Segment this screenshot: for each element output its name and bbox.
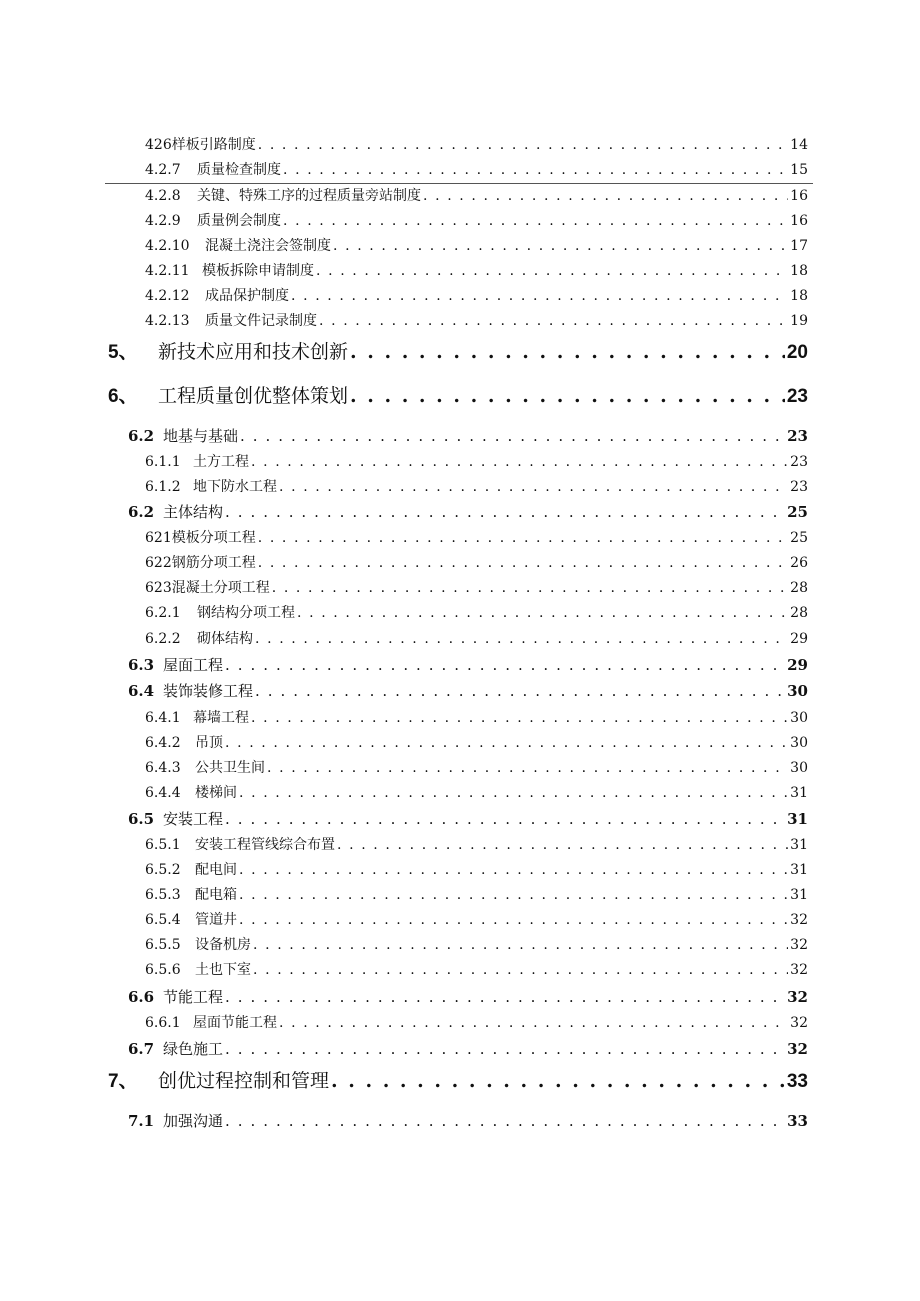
toc-entry[interactable] (145, 707, 808, 727)
toc-leader (297, 605, 788, 621)
toc-title: 新技术应用和技术创新 (158, 341, 349, 363)
toc-title: 成品保护制度 (205, 288, 289, 304)
toc-title: 土也下室 (195, 962, 251, 978)
toc-entry[interactable] (145, 757, 808, 777)
toc-entry[interactable] (145, 210, 808, 230)
toc-entry[interactable] (145, 235, 808, 255)
toc-title: 混凝土浇注会签制度 (205, 238, 331, 254)
toc-leader (423, 188, 788, 204)
toc-page-number: 19 (790, 313, 808, 329)
toc-page-number: 28 (790, 580, 808, 596)
toc-title: 屋面工程 (163, 656, 224, 674)
toc-number: 6.1.1 (145, 454, 181, 470)
toc-leader (239, 785, 788, 801)
toc-title: 管道井 (195, 912, 237, 928)
toc-page-number: 33 (786, 1071, 808, 1092)
toc-number: 6.4.2 (145, 735, 181, 751)
toc-page-number: 16 (790, 188, 808, 204)
toc-page-number: 32 (790, 912, 808, 928)
toc-leader (239, 887, 788, 903)
toc-number: 4.2.12 (145, 288, 190, 304)
toc-number: 6.5 (128, 810, 155, 828)
toc-leader (283, 213, 788, 229)
toc-number: 6.5.4 (145, 912, 181, 928)
toc-leader (225, 656, 785, 674)
toc-leader (319, 313, 788, 329)
toc-leader (225, 1040, 785, 1058)
toc-entry[interactable] (145, 185, 808, 205)
toc-number: 4.2.11 (145, 263, 190, 279)
toc-title: 关键、特殊工序的过程质量旁站制度 (197, 188, 421, 204)
toc-chapter-entry[interactable] (108, 381, 808, 408)
toc-leader (225, 810, 785, 828)
toc-title: 地下防水工程 (193, 479, 277, 495)
toc-page-number: 23 (790, 454, 808, 470)
toc-title: 质量检查制度 (197, 162, 281, 178)
toc-leader (350, 341, 785, 363)
toc-leader (255, 631, 788, 647)
toc-page-number: 23 (786, 386, 808, 407)
toc-title: 钢结构分项工程 (197, 605, 295, 621)
toc-number: 6.5.2 (145, 862, 181, 878)
toc-entry[interactable] (145, 310, 808, 330)
toc-leader (283, 162, 788, 178)
toc-entry[interactable] (145, 451, 808, 471)
toc-number: 6.1.2 (145, 479, 181, 495)
toc-title: 质量例会制度 (197, 213, 281, 229)
toc-title: 加强沟通 (163, 1112, 224, 1130)
toc-number: 6.2 (128, 503, 155, 521)
toc-page-number: 30 (787, 682, 808, 700)
toc-leader (279, 479, 788, 495)
toc-page-number: 31 (790, 785, 808, 801)
toc-entry[interactable] (145, 476, 808, 496)
toc-number: 6.5.1 (145, 837, 181, 853)
toc-leader (239, 862, 788, 878)
toc-entry[interactable] (145, 159, 808, 179)
toc-page-number: 30 (790, 760, 808, 776)
toc-page-number: 23 (790, 479, 808, 495)
toc-entry[interactable] (145, 552, 808, 572)
toc-entry[interactable] (145, 134, 808, 154)
toc-number: 6.4 (128, 682, 155, 700)
toc-entry[interactable] (145, 934, 808, 954)
toc-title: 安装工程 (163, 810, 224, 828)
toc-section-entry[interactable] (128, 425, 808, 446)
toc-page-number: 32 (787, 1040, 808, 1058)
toc-page-number: 23 (787, 427, 808, 445)
toc-entry[interactable] (145, 285, 808, 305)
toc-number: 4.2.9 (145, 213, 181, 229)
toc-leader (291, 288, 788, 304)
toc-page-number: 32 (790, 937, 808, 953)
toc-entry[interactable] (145, 859, 808, 879)
toc-title: 配电箱 (195, 887, 237, 903)
toc-page-number: 31 (790, 837, 808, 853)
toc-leader (279, 1015, 788, 1031)
toc-section-entry[interactable] (128, 654, 808, 675)
toc-title: 绿色施工 (163, 1040, 224, 1058)
toc-leader (225, 1112, 785, 1130)
toc-page-number: 30 (790, 735, 808, 751)
toc-page-number: 17 (790, 238, 808, 254)
toc-number: 6.2.2 (145, 631, 181, 647)
toc-number: 6、 (108, 386, 138, 407)
toc-number: 6.5.5 (145, 937, 181, 953)
toc-number: 6.2 (128, 427, 155, 445)
toc-leader (258, 137, 788, 153)
toc-number: 4.2.8 (145, 188, 181, 204)
toc-leader (267, 760, 788, 776)
toc-page-number: 30 (790, 710, 808, 726)
toc-number: 6.2.1 (145, 605, 181, 621)
toc-leader (255, 682, 785, 700)
toc-page-number: 31 (790, 887, 808, 903)
toc-page-number: 29 (790, 631, 808, 647)
toc-page-number: 18 (790, 288, 808, 304)
toc-leader (225, 503, 785, 521)
toc-leader (272, 580, 788, 596)
toc-title: 主体结构 (163, 503, 224, 521)
toc-title: 426样板引路制度 (145, 137, 256, 153)
toc-entry[interactable] (145, 884, 808, 904)
toc-title: 621模板分项工程 (145, 530, 256, 546)
toc-section-entry[interactable] (128, 986, 808, 1007)
toc-chapter-entry[interactable] (108, 337, 808, 364)
toc-title: 土方工程 (193, 454, 249, 470)
toc-entry[interactable] (145, 577, 808, 597)
toc-title: 创优过程控制和管理 (158, 1070, 330, 1092)
toc-page-number: 33 (787, 1112, 808, 1130)
toc-page-number: 16 (790, 213, 808, 229)
toc-title: 幕墙工程 (193, 710, 249, 726)
toc-number: 6.7 (128, 1040, 155, 1058)
toc-leader (251, 710, 788, 726)
toc-number: 6.5.6 (145, 962, 181, 978)
toc-title: 屋面节能工程 (193, 1015, 277, 1031)
toc-leader (316, 263, 788, 279)
toc-page-number: 31 (790, 862, 808, 878)
toc-page-number: 32 (790, 1015, 808, 1031)
toc-page-number: 25 (790, 530, 808, 546)
toc-number: 6.5.3 (145, 887, 181, 903)
toc-page-number: 20 (786, 342, 808, 363)
toc-number: 6.4.4 (145, 785, 181, 801)
toc-page-number: 14 (790, 137, 808, 153)
toc-page-number: 25 (787, 503, 808, 521)
toc-leader (251, 454, 788, 470)
divider-line (105, 183, 813, 184)
toc-number: 6.6.1 (145, 1015, 181, 1031)
toc-page-number: 31 (787, 810, 808, 828)
toc-leader (331, 1070, 785, 1092)
toc-title: 节能工程 (163, 988, 224, 1006)
toc-number: 6.4.3 (145, 760, 181, 776)
toc-leader (225, 988, 785, 1006)
toc-title: 工程质量创优整体策划 (158, 385, 349, 407)
toc-leader (350, 385, 785, 407)
toc-page-number: 15 (790, 162, 808, 178)
toc-entry[interactable] (145, 959, 808, 979)
toc-number: 4.2.13 (145, 313, 190, 329)
toc-title: 公共卫生间 (195, 760, 265, 776)
toc-leader (258, 530, 788, 546)
toc-page-number: 26 (790, 555, 808, 571)
toc-number: 5、 (108, 342, 138, 363)
toc-entry[interactable] (145, 834, 808, 854)
toc-number: 6.4.1 (145, 710, 181, 726)
toc-chapter-entry[interactable] (108, 1066, 808, 1093)
toc-entry[interactable] (145, 602, 808, 622)
toc-section-entry[interactable] (128, 501, 808, 522)
toc-entry[interactable] (145, 628, 808, 648)
toc-number: 7、 (108, 1071, 138, 1092)
toc-page-number: 28 (790, 605, 808, 621)
toc-title: 地基与基础 (163, 427, 239, 445)
toc-page-number: 32 (787, 988, 808, 1006)
toc-title: 楼梯间 (195, 785, 237, 801)
toc-number: 6.6 (128, 988, 155, 1006)
toc-section-entry[interactable] (128, 1110, 808, 1131)
toc-entry[interactable] (145, 782, 808, 802)
toc-section-entry[interactable] (128, 680, 808, 701)
toc-section-entry[interactable] (128, 808, 808, 829)
toc-title: 质量文件记录制度 (205, 313, 317, 329)
toc-number: 4.2.10 (145, 238, 190, 254)
toc-title: 622钢筋分项工程 (145, 555, 256, 571)
toc-page-number: 18 (790, 263, 808, 279)
toc-leader (253, 937, 788, 953)
toc-page-number: 32 (790, 962, 808, 978)
toc-entry[interactable] (145, 260, 808, 280)
toc-title: 配电间 (195, 862, 237, 878)
toc-leader (333, 238, 788, 254)
toc-entry[interactable] (145, 732, 808, 752)
toc-title: 吊顶 (195, 735, 223, 751)
toc-leader (253, 962, 788, 978)
toc-section-entry[interactable] (128, 1038, 808, 1059)
toc-leader (337, 837, 788, 853)
toc-leader (258, 555, 788, 571)
toc-entry[interactable] (145, 527, 808, 547)
toc-title: 设备机房 (195, 937, 251, 953)
toc-number: 7.1 (128, 1112, 155, 1130)
toc-page-number: 29 (787, 656, 808, 674)
toc-number: 4.2.7 (145, 162, 181, 178)
toc-title: 模板拆除申请制度 (202, 263, 314, 279)
toc-entry[interactable] (145, 909, 808, 929)
toc-title: 砌体结构 (197, 631, 253, 647)
toc-leader (240, 427, 785, 445)
toc-leader (225, 735, 788, 751)
toc-title: 安装工程管线综合布置 (195, 837, 335, 853)
toc-number: 6.3 (128, 656, 155, 674)
toc-entry[interactable] (145, 1012, 808, 1032)
toc-leader (239, 912, 788, 928)
toc-title: 装饰装修工程 (163, 682, 254, 700)
toc-title: 623混凝土分项工程 (145, 580, 270, 596)
